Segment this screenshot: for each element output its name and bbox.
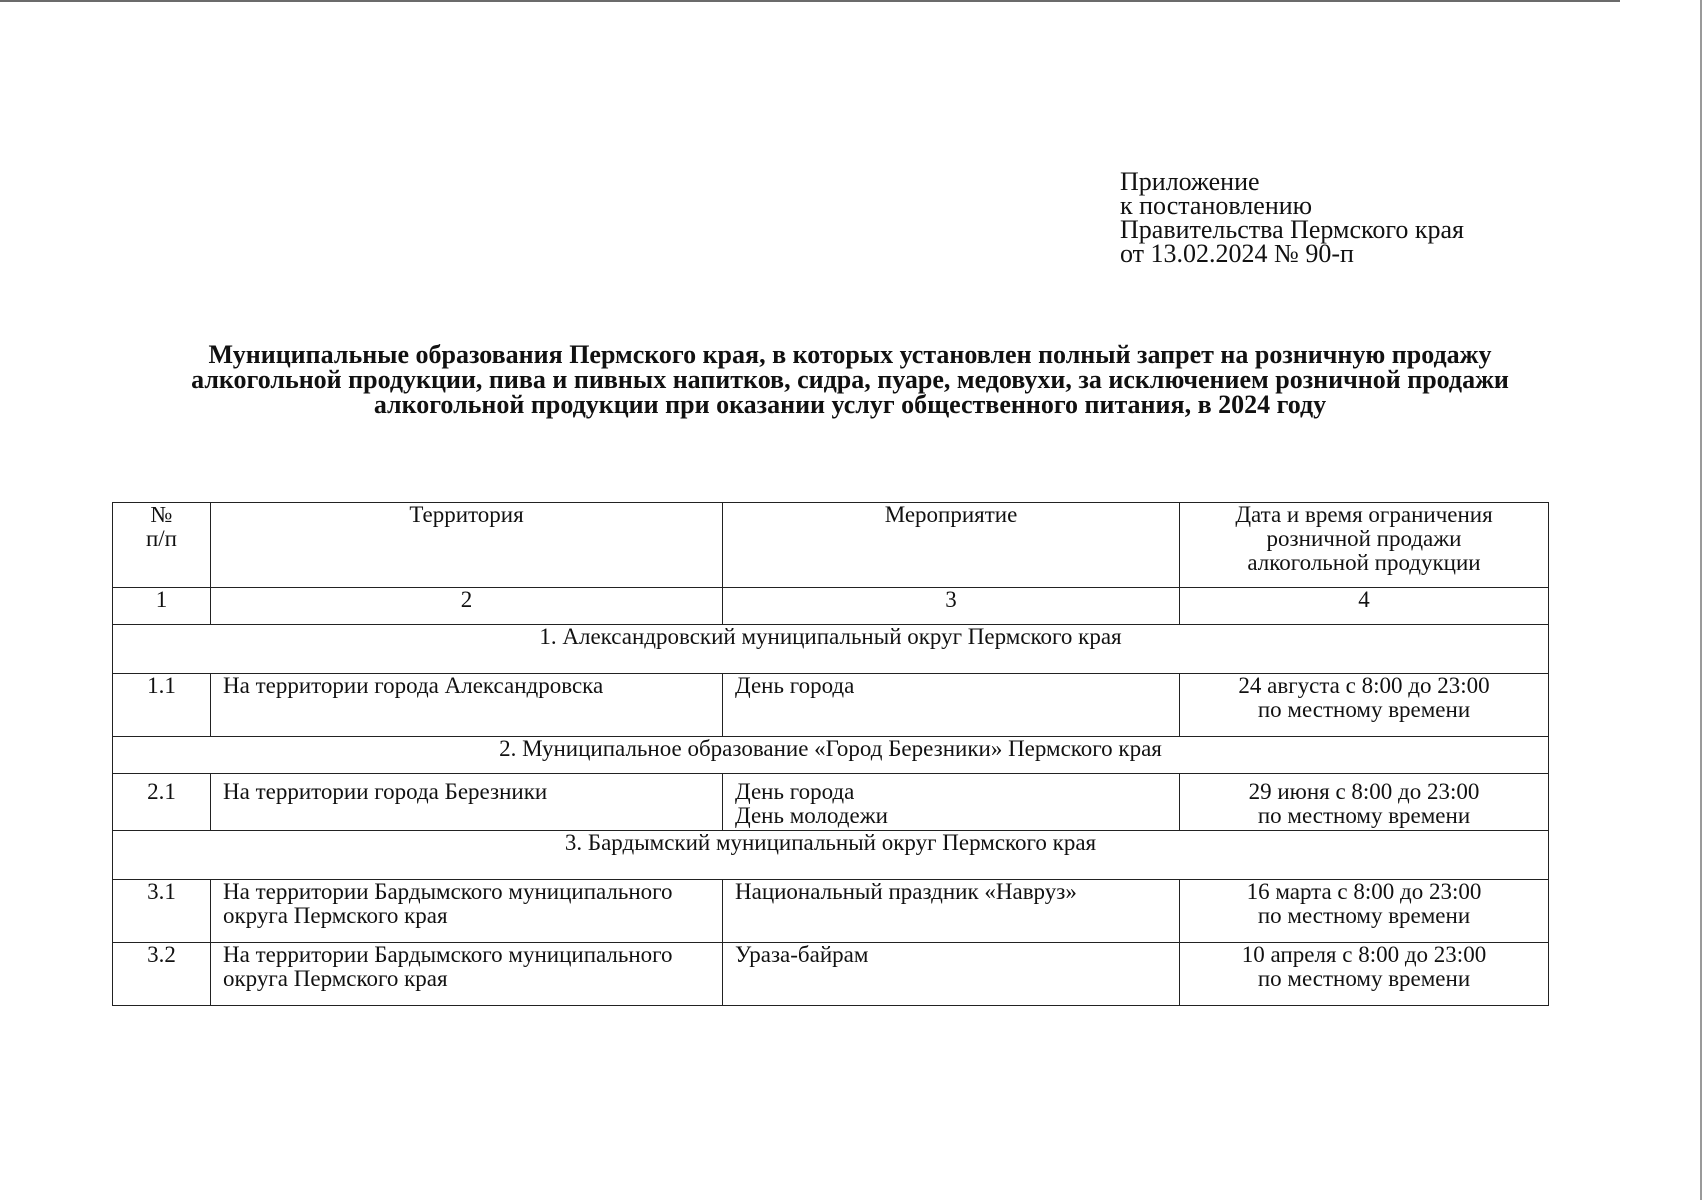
section-row: [113, 831, 1549, 880]
row-number: 1.1: [113, 674, 211, 737]
header-date-line: алкогольной продукции: [1247, 550, 1481, 575]
header-territory: Территория: [211, 503, 723, 588]
row-date: [1180, 674, 1549, 737]
scan-right-edge: [1700, 0, 1702, 1200]
row-territory: [211, 774, 723, 831]
territory-line: На территории Бардымского муниципального: [223, 942, 673, 967]
row-date: [1180, 943, 1549, 1006]
appendix-line: Приложение: [1120, 167, 1260, 196]
row-date: [1180, 880, 1549, 943]
date-line: 29 июня с 8:00 до 23:00: [1248, 779, 1480, 804]
row-event: [723, 943, 1180, 1006]
date-line: по местному времени: [1257, 803, 1471, 828]
table-row: [113, 774, 1549, 831]
header-date: [1180, 503, 1549, 588]
territory-line: На территории города Березники: [223, 779, 548, 804]
event-line: Национальный праздник «Навруз»: [735, 879, 1077, 904]
row-date: [1180, 774, 1549, 831]
territory-line: округа Пермского края: [223, 966, 448, 991]
row-event: [723, 774, 1180, 831]
restrictions-table: [112, 502, 1549, 1006]
appendix-block: [1120, 167, 1464, 268]
table-row: [113, 943, 1549, 1006]
table-header-row: [113, 503, 1549, 588]
row-number: 3.1: [113, 880, 211, 943]
title-line: алкогольной продукции при оказании услуг общественного питания, в 2024 году: [373, 390, 1327, 419]
column-number: 4: [1180, 588, 1549, 625]
header-num-line: №: [150, 502, 173, 527]
row-territory: [211, 880, 723, 943]
table-row: [113, 880, 1549, 943]
scan-top-edge: [0, 0, 1620, 2]
territory-line: округа Пермского края: [223, 903, 448, 928]
section-row: [113, 625, 1549, 674]
section-title: 2. Муниципальное образование «Город Березники» Пермского края: [113, 737, 1549, 774]
row-territory: [211, 674, 723, 737]
header-event: Мероприятие: [723, 503, 1180, 588]
title-line: алкогольной продукции, пива и пивных напитков, сидра, пуаре, медовухи, за исключением розничной продажи: [191, 365, 1509, 394]
date-line: 16 марта с 8:00 до 23:00: [1246, 879, 1482, 904]
row-event: [723, 880, 1180, 943]
date-line: по местному времени: [1257, 697, 1471, 722]
column-number-row: [113, 588, 1549, 625]
column-number: 2: [211, 588, 723, 625]
column-number: 3: [723, 588, 1180, 625]
row-number: 3.2: [113, 943, 211, 1006]
date-line: по местному времени: [1257, 903, 1471, 928]
row-event: [723, 674, 1180, 737]
document-title: [110, 342, 1590, 417]
appendix-line: к постановлению: [1120, 191, 1313, 220]
event-line: День города: [735, 779, 855, 804]
territory-line: На территории Бардымского муниципального: [223, 879, 673, 904]
territory-line: На территории города Александровска: [223, 673, 604, 698]
date-line: по местному времени: [1257, 966, 1471, 991]
section-title: 1. Александровский муниципальный округ Пермского края: [113, 625, 1549, 674]
column-number: 1: [113, 588, 211, 625]
row-territory: [211, 943, 723, 1006]
header-date-line: розничной продажи: [1266, 526, 1462, 551]
event-line: День города: [735, 673, 855, 698]
date-line: 10 апреля с 8:00 до 23:00: [1241, 942, 1487, 967]
header-num: [113, 503, 211, 588]
header-num-line: п/п: [145, 526, 177, 551]
section-title: 3. Бардымский муниципальный округ Пермского края: [113, 831, 1549, 880]
appendix-line: от 13.02.2024 № 90-п: [1120, 239, 1354, 268]
event-line: День молодежи: [735, 803, 888, 828]
section-row: [113, 737, 1549, 774]
row-number: 2.1: [113, 774, 211, 831]
table-row: [113, 674, 1549, 737]
date-line: 24 августа с 8:00 до 23:00: [1238, 673, 1490, 698]
event-line: Ураза-байрам: [735, 942, 869, 967]
appendix-line: Правительства Пермского края: [1120, 215, 1464, 244]
header-date-line: Дата и время ограничения: [1235, 502, 1493, 527]
title-line: Муниципальные образования Пермского края, в которых установлен полный запрет на розничную продажу: [208, 340, 1492, 369]
